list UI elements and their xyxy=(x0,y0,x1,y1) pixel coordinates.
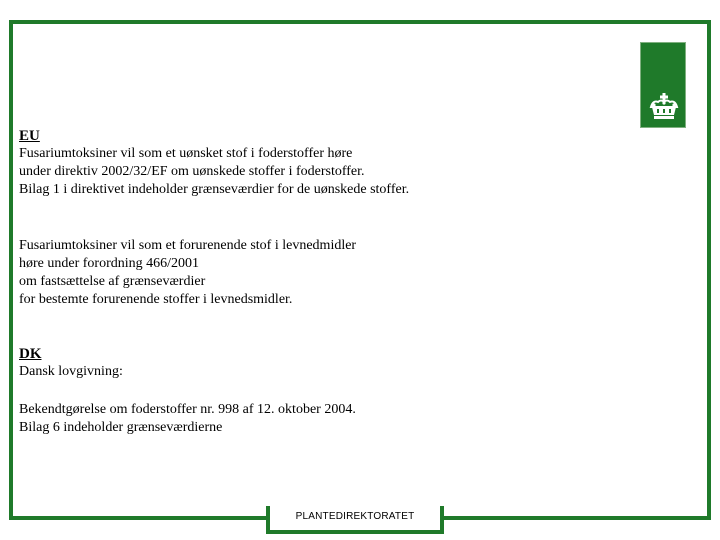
text-line: for bestemte forurenende stoffer i levnedsmidler. xyxy=(19,292,293,307)
eu-heading: EU xyxy=(19,128,40,144)
text-line: Bekendtgørelse om foderstoffer nr. 998 af 12. oktober 2004. xyxy=(19,402,356,417)
footer-label: PLANTEDIREKTORATET xyxy=(295,511,415,522)
eu-paragraph-food xyxy=(19,237,619,309)
dk-heading: DK xyxy=(19,346,42,362)
eu-paragraph-feed xyxy=(19,145,619,199)
crest-logo xyxy=(640,42,686,128)
text-line: om fastsættelse af grænseværdier xyxy=(19,274,206,289)
text-line: Fusariumtoksiner vil som et uønsket stof i foderstoffer høre xyxy=(19,146,353,161)
text-line: Fusariumtoksiner vil som et forurenende stof i levnedmidler xyxy=(19,238,357,253)
crown-icon xyxy=(641,43,687,129)
dk-paragraph xyxy=(19,401,619,437)
text-line: under direktiv 2002/32/EF om uønskede stoffer i foderstoffer. xyxy=(19,164,365,179)
text-line: Bilag 1 i direktivet indeholder grænseværdier for de uønskede stoffer. xyxy=(19,182,410,197)
dk-subheading: Dansk lovgivning: xyxy=(19,364,123,379)
text-line: høre under forordning 466/2001 xyxy=(19,256,200,271)
text-line: Bilag 6 indeholder grænseværdierne xyxy=(19,420,223,435)
main-content xyxy=(19,127,619,437)
footer-tab xyxy=(266,506,444,534)
